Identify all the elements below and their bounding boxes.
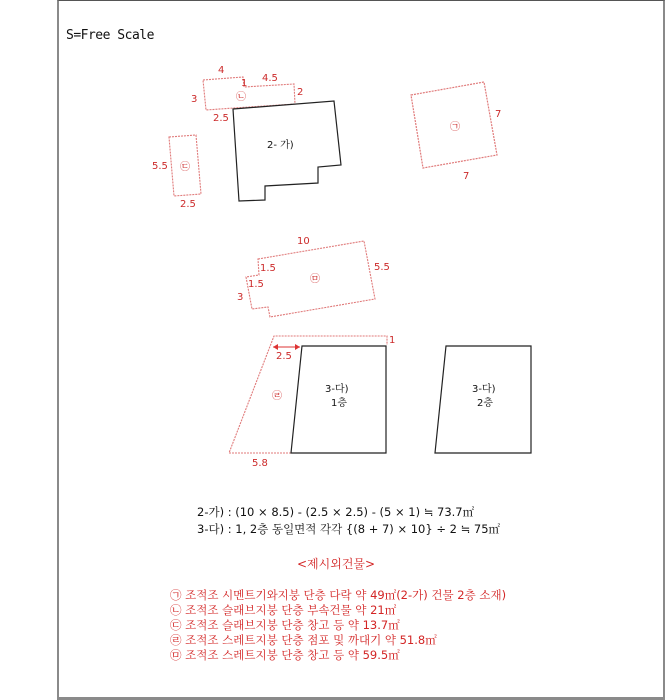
outbuilding-giyeok (411, 82, 501, 182)
scale-label: S=Free Scale (66, 28, 154, 43)
dim-mieum-1-5a: 1.5 (260, 263, 276, 274)
dim-nieun-4-5: 4.5 (262, 73, 278, 84)
symbol-giyeok: ㉠ (450, 122, 460, 133)
building-3da-1f-floor: 1층 (331, 398, 348, 409)
symbol-rieul: ㉣ (272, 391, 282, 402)
dim-nieun-1: 1 (241, 78, 248, 89)
dim-nieun-3: 3 (191, 94, 198, 105)
outbuilding-legend (170, 588, 506, 663)
building-2ga-label: 2- 가) (267, 140, 294, 151)
dim-rieul-1: 1 (389, 335, 396, 346)
dim-giyeok-bottom: 7 (463, 171, 470, 182)
symbol-digeut: ㉢ (180, 162, 190, 173)
formula-3da: 3-다) : 1, 2층 동일면적 각각 {(8 + 7) × 10} ÷ 2 ≒ 75㎡ (197, 522, 501, 536)
legend-title: <제시외건물> (297, 557, 376, 571)
dim-rieul-2-5: 2.5 (276, 351, 292, 362)
symbol-nieun: ㉡ (236, 92, 246, 103)
legend-item-rieul: ㉣ 조적조 스레트지붕 단층 점포 및 까대기 약 51.8㎡ (170, 633, 437, 647)
dim-mieum-10: 10 (297, 236, 310, 247)
dim-giyeok-right: 7 (495, 109, 502, 120)
dim-nieun-4: 4 (218, 65, 225, 76)
dim-mieum-5-5: 5.5 (374, 262, 390, 273)
dim-nieun-2-5: 2.5 (213, 113, 229, 124)
dim-mieum-1-5b: 1.5 (248, 279, 264, 290)
dim-rieul-5-8: 5.8 (252, 458, 268, 469)
outbuilding-rieul (229, 335, 395, 469)
building-2ga (233, 101, 341, 201)
dim-mieum-3: 3 (237, 292, 244, 303)
building-3da-2f-label: 3-다) (472, 384, 496, 395)
dim-digeut-2-5: 2.5 (180, 199, 196, 210)
dim-nieun-2: 2 (297, 87, 304, 98)
legend-item-digeut: ㉢ 조적조 슬래브지붕 단층 창고 등 약 13.7㎡ (170, 618, 400, 632)
area-formulas (197, 504, 500, 538)
outbuilding-mieum (237, 236, 390, 317)
building-3da-2f (435, 346, 531, 453)
legend-item-giyeok: ㉠ 조적조 시멘트기와지붕 단층 다락 약 49㎡(2-가) 건물 2층 소재) (170, 588, 507, 602)
building-3da-1f (291, 346, 386, 453)
building-3da-1f-label: 3-다) (325, 384, 349, 395)
legend-item-mieum: ㉤ 조적조 스레트지붕 단층 창고 등 약 59.5㎡ (170, 648, 400, 662)
formula-2ga: 2-가) : (10 × 8.5) - (2.5 × 2.5) - (5 × 1) ≒ 73.7㎡ (197, 505, 475, 519)
outbuilding-nieun (191, 65, 303, 124)
dim-digeut-5-5: 5.5 (152, 161, 168, 172)
legend-item-nieun: ㉡ 조적조 슬래브지붕 단층 부속건물 약 21㎡ (170, 603, 397, 617)
building-3da-2f-floor: 2층 (477, 398, 494, 409)
symbol-mieum: ㉤ (310, 274, 320, 285)
outbuilding-digeut (152, 135, 201, 210)
